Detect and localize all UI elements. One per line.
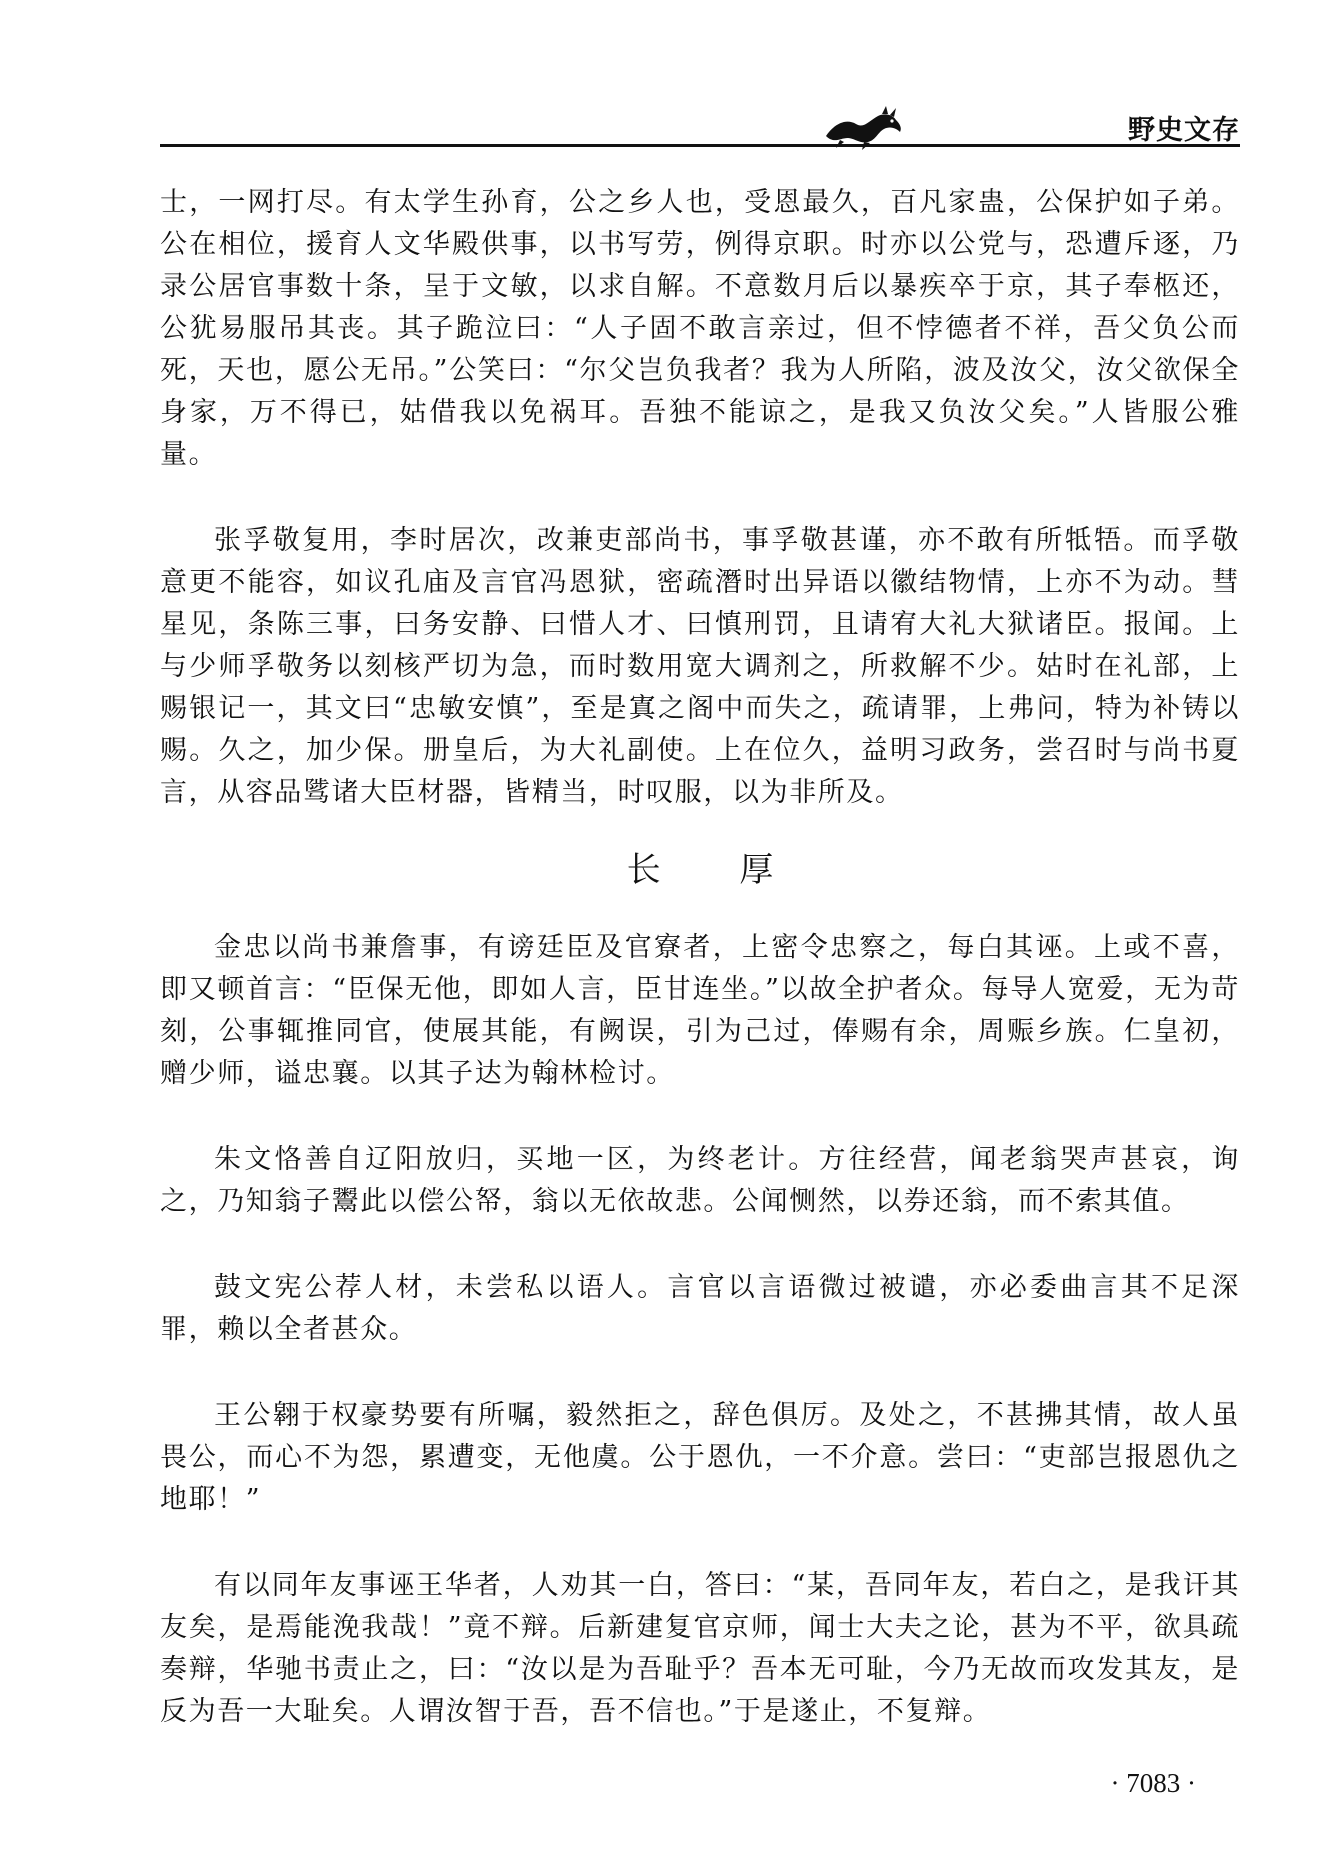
paragraph-gap: [160, 1095, 1240, 1139]
section-paragraph: 金忠以尚书兼詹事，有谤廷臣及官寮者，上密令忠察之，每白其诬。上或不喜，即又顿首言：“臣保无他，即如人言，臣甘连坐。”以故全护者众。每导人宽爱，无为苛刻，公事辄推同官，使展其能，有阙误，引为己过，俸赐有余，周赈乡族。仁皇初，赠少师，谥忠襄。以其子达为翰林检讨。: [160, 932, 1240, 1089]
section-paragraph: 鼓文宪公荐人材，未尝私以语人。言官以言语微过被谴，亦必委曲言其不足深罪，赖以全者甚众。: [160, 1272, 1240, 1345]
page-header: [160, 82, 1240, 160]
body-paragraph: 张孚敬复用，李时居次，改兼吏部尚书，事孚敬甚谨，亦不敢有所牴牾。而孚敬意更不能容，如议孔庙及言官冯恩狱，密疏潛时出异语以徽结物情，上亦不为动。彗星见，条陈三事，曰务安静、曰惜人才、曰慎刑罚，且请宥大礼大狱诸臣。报闻。上与少师孚敬务以刻核严切为急，而时数用宽大调剂之，所救解不少。姑时在礼部，上赐银记一，其文曰“忠敏安慎”，至是寘之阁中而失之，疏请罪，上弗问，特为补铸以赐。久之，加少保。册皇后，为大礼副使。上在位久，益明习政务，尝召时与尚书夏言，从容品骘诸大臣材器，皆精当，时叹服，以为非所及。: [160, 525, 1240, 808]
page-body: [160, 182, 1240, 1733]
paragraph-gap: [160, 1351, 1240, 1395]
body-paragraph-continued: 士，一网打尽。有太学生孙育，公之乡人也，受恩最久，百凡家蛊，公保护如子弟。公在相位，援育人文华殿供事，以书写劳，例得京职。时亦以公党与，恐遭斥逐，乃录公居官事数十条，呈于文敏，以求自解。不意数月后以暴疾卒于京，其子奉柩还，公犹易服吊其丧。其子跪泣曰：“人子固不敢言亲过，但不悖德者不祥，吾父负公而死，天也，愿公无吊。”公笑曰：“尔父岂负我者？我为人所陷，波及汝父，汝父欲保全身家，万不得已，姑借我以免祸耳。吾独不能谅之，是我又负汝父矣。”人皆服公雅量。: [160, 187, 1240, 470]
paragraph-gap: [160, 1521, 1240, 1565]
section-paragraph: 朱文恪善自辽阳放归，买地一区，为终老计。方往经营，闻老翁哭声甚哀，询之，乃知翁子鬻此以偿公帑，翁以无依故悲。公闻恻然，以券还翁，而不索其值。: [160, 1144, 1240, 1217]
section-paragraph: 有以同年友事诬王华者，人劝其一白，答曰：“某，吾同年友，若白之，是我讦其友矣，是焉能浼我哉！”竟不辩。后新建复官京师，闻士大夫之论，甚为不平，欲具疏奏辩，华驰书责止之，曰：“汝以是为吾耻乎？吾本无可耻，今乃无故而攻发其友，是反为吾一大耻矣。人谓汝智于吾，吾不信也。”于是遂止，不复辩。: [160, 1570, 1240, 1727]
paragraph-gap: [160, 1223, 1240, 1267]
paragraph-gap: [160, 476, 1240, 520]
page-number: · 7083 ·: [1110, 1768, 1196, 1798]
running-title: 野史文存: [1128, 115, 1240, 146]
section-heading: 长 厚: [626, 850, 808, 890]
section-paragraph: 王公翱于权豪势要有所嘱，毅然拒之，辞色俱厉。及处之，不甚拂其情，故人虽畏公，而心不为怨，累遭变，无他虞。公于恩仇，一不介意。尝曰：“吏部岂报恩仇之地耶！”: [160, 1400, 1240, 1515]
header-rule: [160, 144, 1240, 147]
